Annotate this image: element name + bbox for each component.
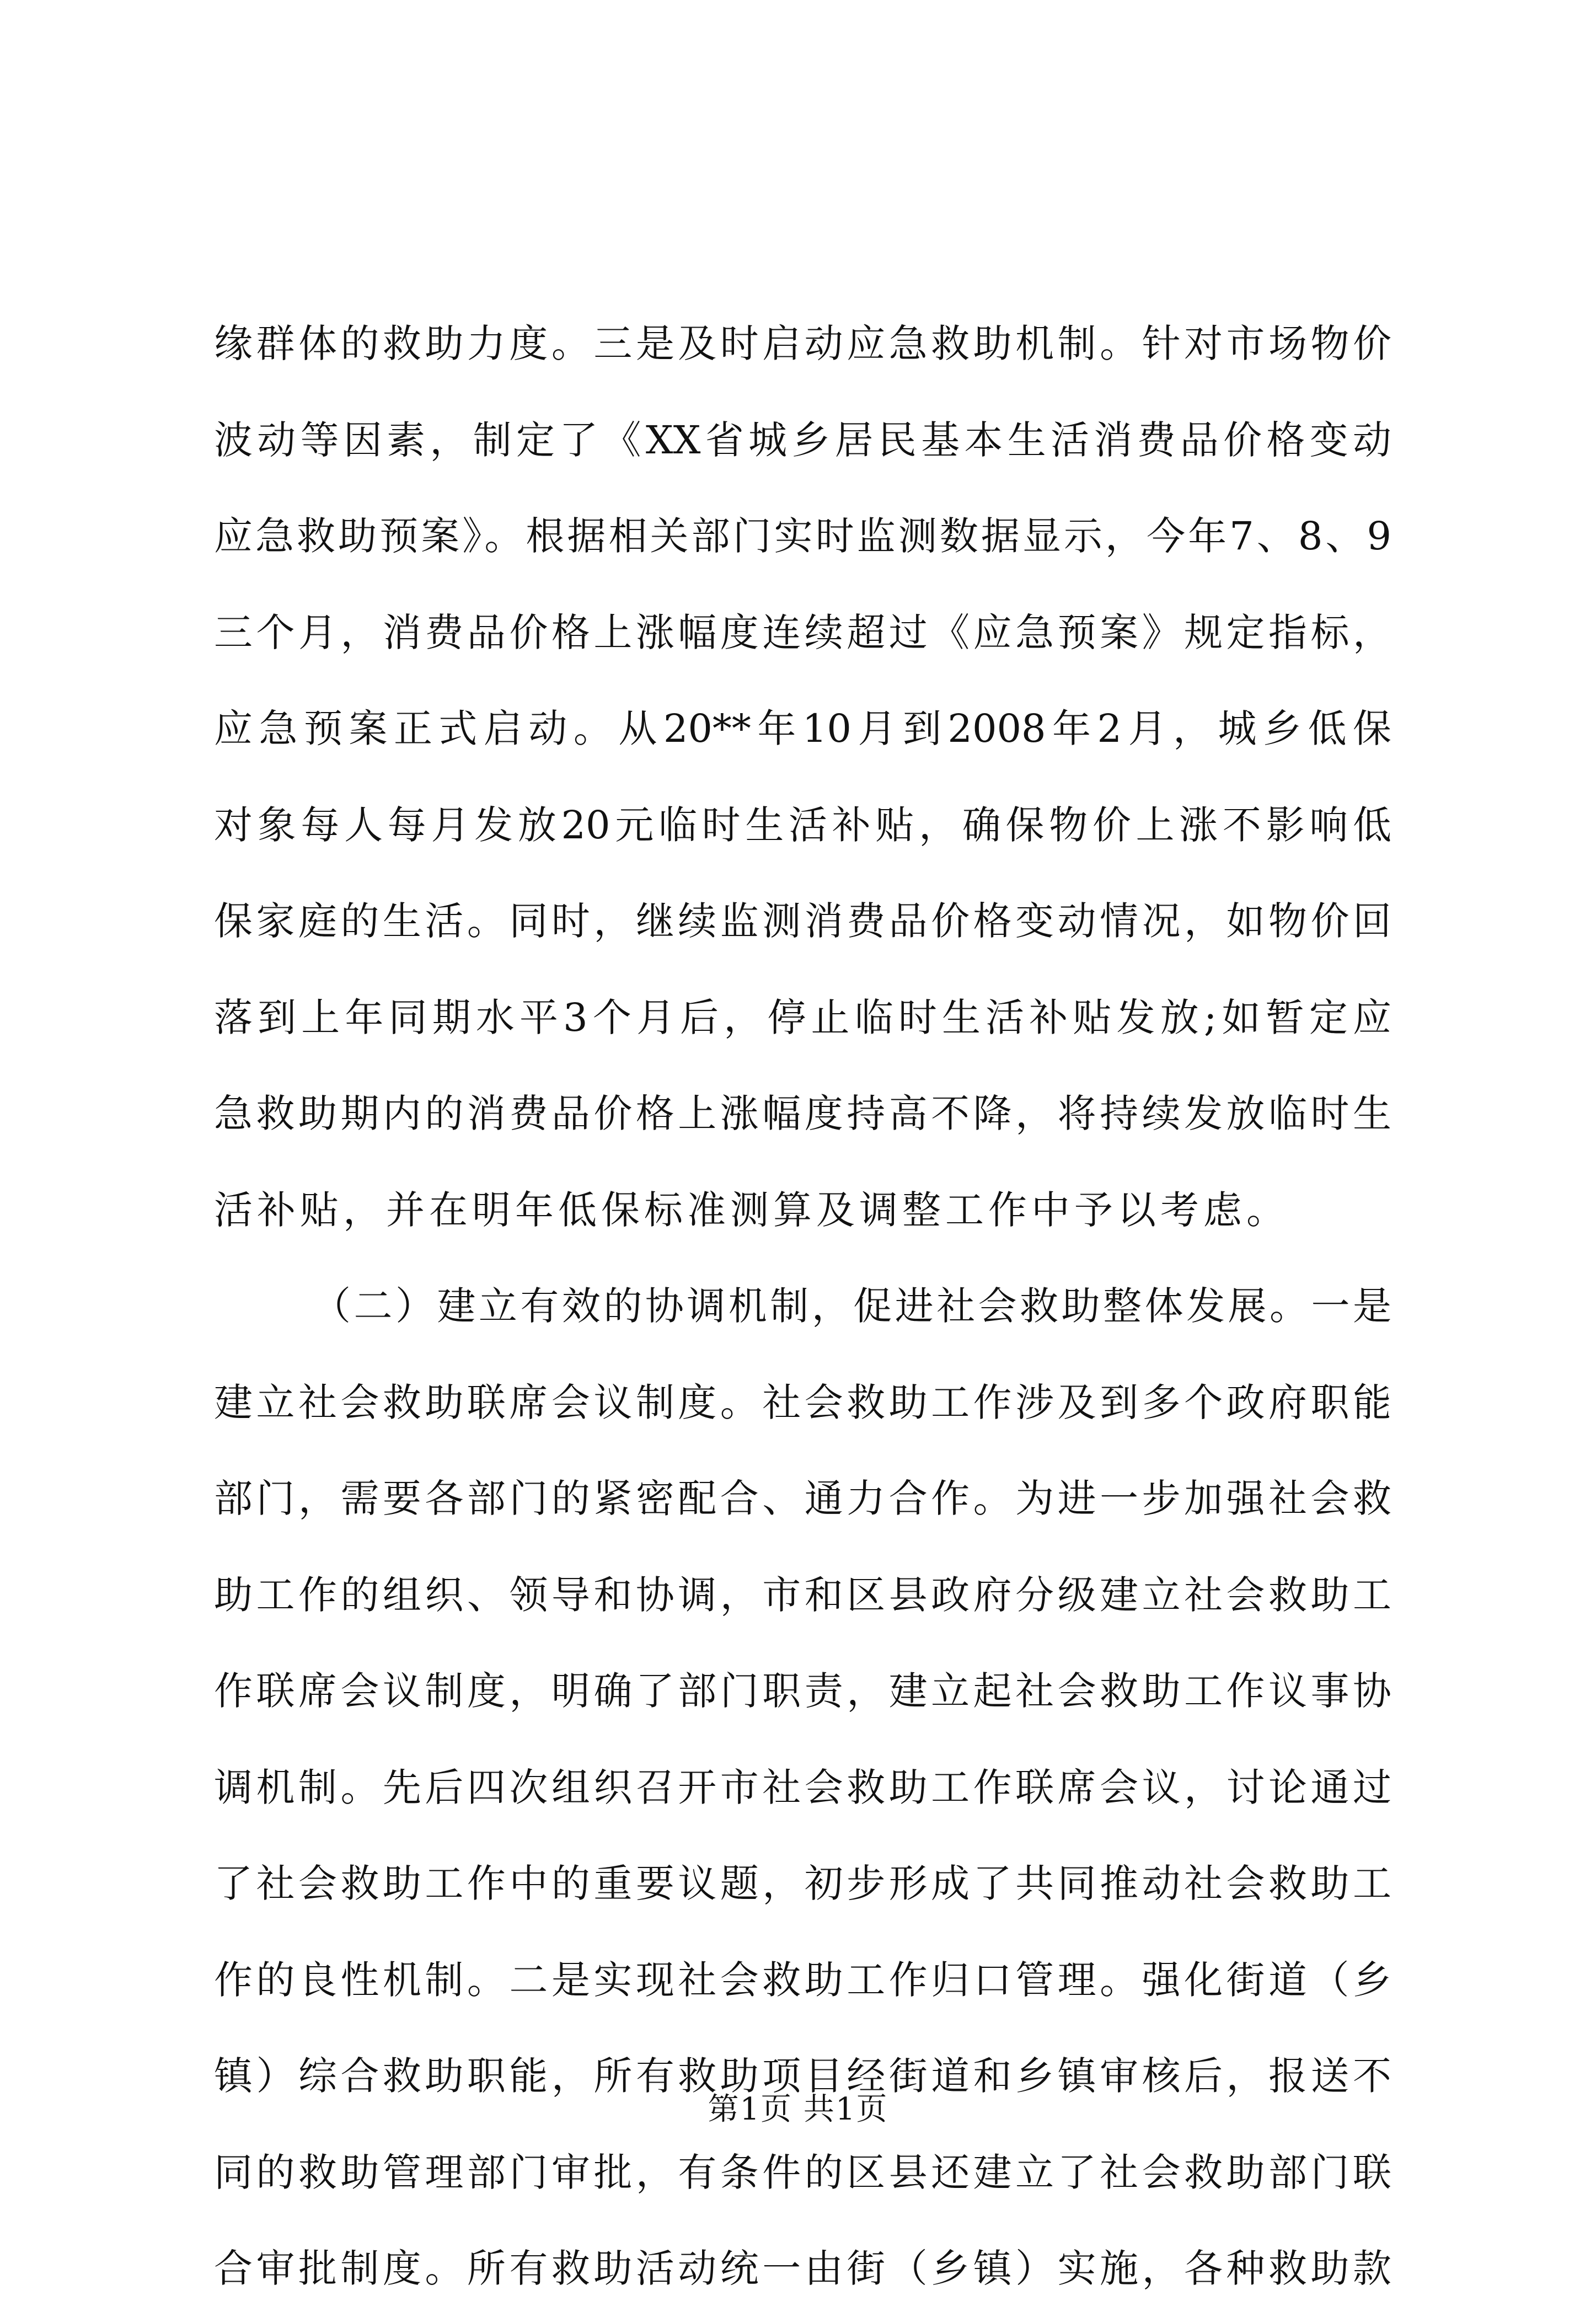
text-line: 保家庭的生活。同时，继续监测消费品价格变动情况，如物价回	[214, 898, 1391, 944]
text-line: 波动等因素，制定了《XX省城乡居民基本生活消费品价格变动	[214, 417, 1391, 463]
text-line: 急救助期内的消费品价格上涨幅度持高不降，将持续发放临时生	[214, 1091, 1391, 1136]
text-line: 三个月，消费品价格上涨幅度连续超过《应急预案》规定指标，	[214, 609, 1391, 655]
text-line: 活补贴，并在明年低保标准测算及调整工作中予以考虑。	[214, 1187, 1289, 1233]
text-line: 应急救助预案》。根据相关部门实时监测数据显示，今年7、8、9	[214, 513, 1391, 559]
text-line: 镇）综合救助职能，所有救助项目经街道和乡镇审核后，报送不	[214, 2053, 1391, 2099]
text-line: 助工作的组织、领导和协调，市和区县政府分级建立社会救助工	[214, 1572, 1391, 1618]
text-line: 合审批制度。所有救助活动统一由街（乡镇）实施，各种救助款	[214, 2246, 1391, 2291]
text-line: 作的良性机制。二是实现社会救助工作归口管理。强化街道（乡	[214, 1957, 1391, 2003]
text-line: 部门，需要各部门的紧密配合、通力合作。为进一步加强社会救	[214, 1476, 1391, 1521]
text-line: 作联席会议制度，明确了部门职责，建立起社会救助工作议事协	[214, 1668, 1391, 1714]
section-heading-line: （二）建立有效的协调机制，促进社会救助整体发展。一是	[312, 1283, 1391, 1329]
text-line: 缘群体的救助力度。三是及时启动应急救助机制。针对市场物价	[214, 321, 1391, 366]
text-line: 落到上年同期水平3个月后，停止临时生活补贴发放;如暂定应	[214, 994, 1391, 1040]
page-number-footer: 第1页 共1页	[708, 2091, 888, 2127]
text-line: 应急预案正式启动。从20**年10月到2008年2月，城乡低保	[214, 706, 1391, 751]
text-line: 建立社会救助联席会议制度。社会救助工作涉及到多个政府职能	[214, 1379, 1391, 1425]
text-line: 对象每人每月发放20元临时生活补贴，确保物价上涨不影响低	[214, 802, 1391, 848]
body-text	[214, 296, 1391, 2317]
text-line: 了社会救助工作中的重要议题，初步形成了共同推动社会救助工	[214, 1861, 1391, 1906]
text-line: 同的救助管理部门审批，有条件的区县还建立了社会救助部门联	[214, 2149, 1391, 2195]
text-line: 调机制。先后四次组织召开市社会救助工作联席会议，讨论通过	[214, 1764, 1391, 1810]
